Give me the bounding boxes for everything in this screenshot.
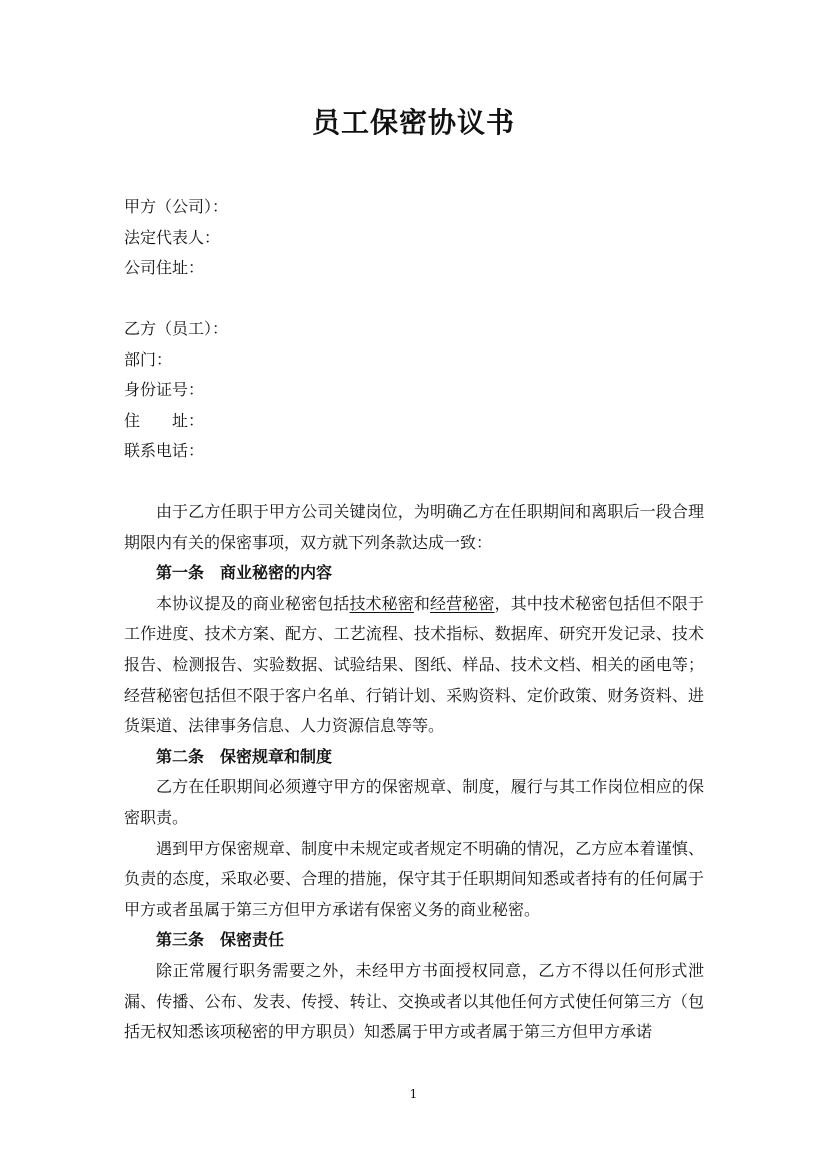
agreement-body [124, 497, 704, 1048]
party-b-employee-field: 乙方（员工）： [124, 319, 229, 338]
article-1-paragraph [124, 589, 704, 742]
article-2-heading [124, 742, 704, 773]
article-1-title: 商业秘密的内容 [220, 563, 333, 583]
party-b-phone-field: 联系电话： [124, 441, 205, 460]
party-a-address-field: 公司住址： [124, 258, 205, 277]
document-title: 员工保密协议书 [311, 106, 515, 139]
article-1-text-prefix: 本协议提及的商业秘密包括 [156, 593, 350, 613]
business-secret-term: 经营秘密 [430, 593, 495, 613]
article-3-heading [124, 925, 704, 956]
page-number: 1 [409, 1087, 418, 1101]
article-3-number: 第三条 [156, 930, 205, 950]
party-a-block [124, 192, 704, 284]
technical-secret-term: 技术秘密 [349, 593, 414, 613]
party-b-id-number-field: 身份证号： [124, 380, 205, 399]
article-3-title: 保密责任 [220, 930, 285, 950]
article-1-text-rest: ，其中技术秘密包括但不限于工作进度、技术方案、配方、工艺流程、技术指标、数据库、研究开发记录、技术报告、检测报告、实验数据、试验结果、图纸、样品、技术文档、相关的函电等；经营秘密包括但不限于客户名单、行销计划、采购资料、定价政策、财务资料、进货渠道、法律事务信息、人力资源信息等等。 [124, 593, 704, 736]
article-2-title: 保密规章和制度 [220, 746, 333, 766]
intro-paragraph: 由于乙方任职于甲方公司关键岗位，为明确乙方在任职期间和离职后一段合理期限内有关的保密事项，双方就下列条款达成一致： [124, 502, 704, 552]
article-3-paragraph-1: 除正常履行职务需要之外，未经甲方书面授权同意，乙方不得以任何形式泄漏、传播、公布、发表、传授、转让、交换或者以其他任何方式使任何第三方（包括无权知悉该项秘密的甲方职员）知悉属于甲方或者属于第三方但甲方承诺 [124, 960, 704, 1042]
party-b-department-field: 部门： [124, 349, 173, 369]
party-b-address-field: 住 址： [124, 410, 205, 430]
article-1-heading [124, 558, 704, 589]
article-2-number: 第二条 [156, 746, 205, 766]
article-1-text-and: 和 [413, 593, 431, 613]
party-a-legal-representative-field: 法定代表人： [124, 227, 221, 247]
article-1-number: 第一条 [156, 563, 205, 583]
article-2-paragraph-2: 遇到甲方保密规章、制度中未规定或者规定不明确的情况，乙方应本着谨慎、负责的态度，采取必要、合理的措施，保守其于任职期间知悉或者持有的任何属于甲方或者虽属于第三方但甲方承诺有保密义务的商业秘密。 [124, 838, 704, 919]
party-b-block [124, 314, 704, 467]
party-a-company-field: 甲方（公司）： [124, 197, 229, 216]
article-2-paragraph-1: 乙方在任职期间必须遵守甲方的保密规章、制度，履行与其工作岗位相应的保密职责。 [124, 777, 704, 827]
